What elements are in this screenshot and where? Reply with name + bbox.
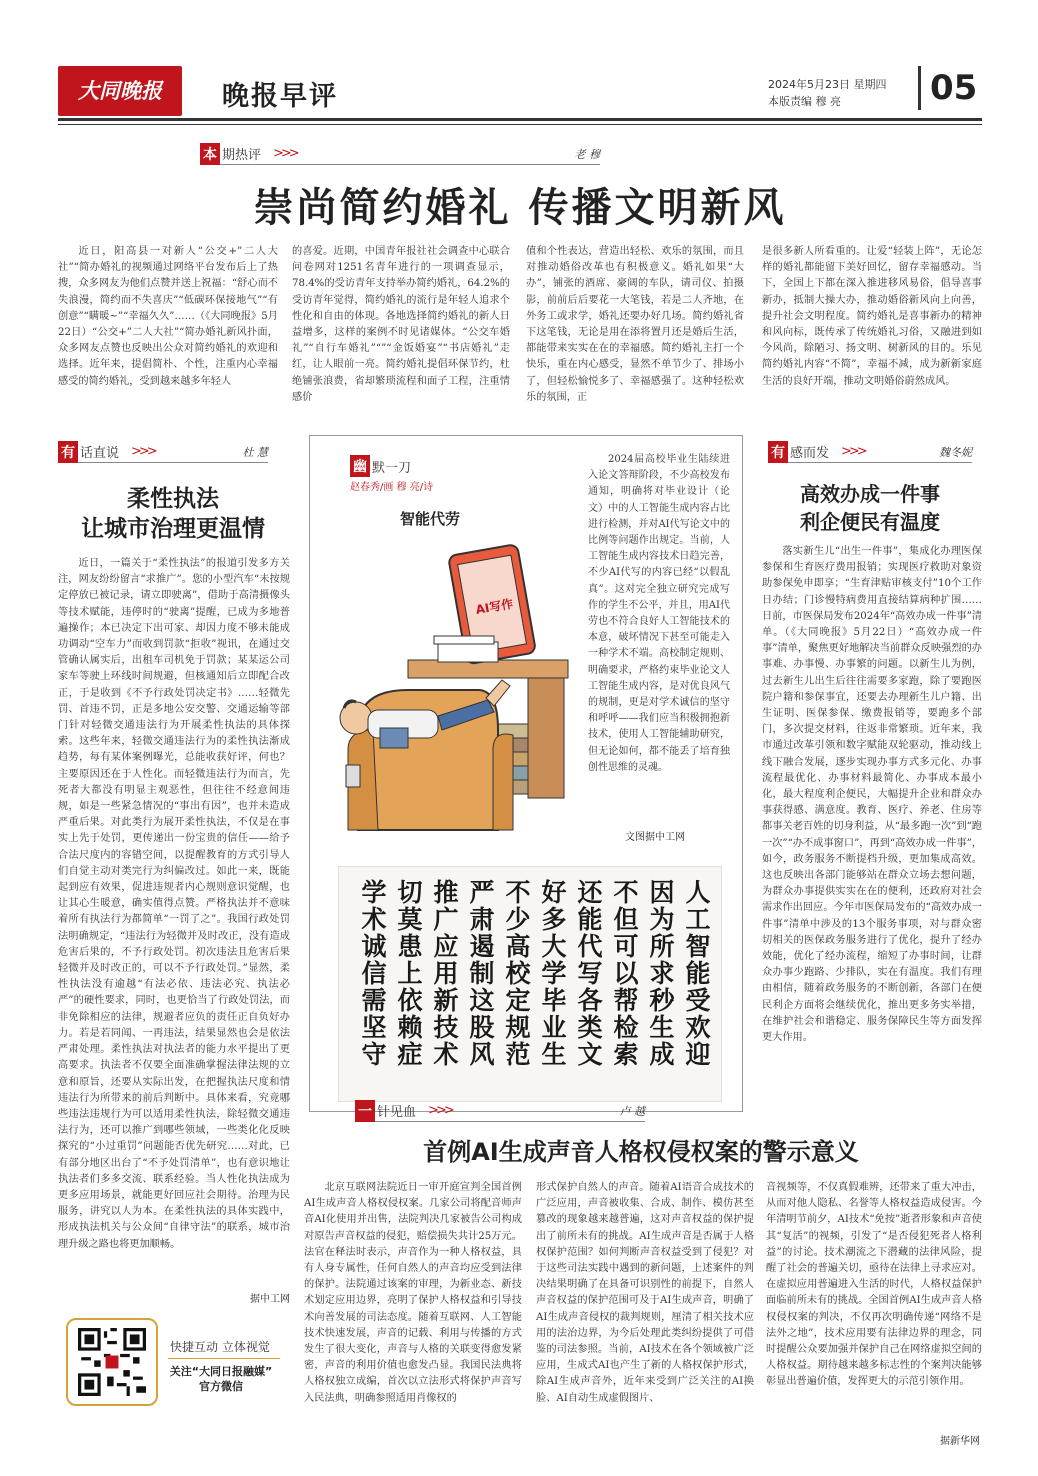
issue-date: 2024年5月23日 星期四 <box>768 78 887 91</box>
page-number: 05 <box>930 68 978 108</box>
section-title: 晚报早评 <box>222 81 338 112</box>
tag-badge: 有 <box>58 441 78 463</box>
feature-column-tag <box>200 143 600 165</box>
qr-code-icon[interactable] <box>78 1328 146 1396</box>
byline: 老 穆 <box>574 147 600 161</box>
tag-badge: 幽 <box>350 455 370 477</box>
byline: 魏冬妮 <box>939 445 972 459</box>
bottom-column-2: 形式保护自然人的声音。随着AI语音合成技术的广泛应用，声音被收集、合成、制作、模仿甚至篡改的现象越来越普遍，这对声音权益的保护提出了前所未有的挑战。AI生成声音是否属于人格权保护范围？如何判断声音权益受到了侵犯？对于这些司法实践中遇到的新问题，上述案件的判决结果明确了在具备可识别性的前提下，自然人声音权益的保护范围可及于AI生成声音，明确了AI生成声音侵权的裁判规则，厘清了相关技术应用的法治边界，为今后处理此类纠纷提供了可借鉴的司法参照。当前，AI技术在各个领域被广泛应用，生成式AI也产生了新的人格权保护形式，除AI生成声音外，近年来受到广泛关注的AI换脸、AI自动生成虚假图片、 <box>536 1182 754 1404</box>
cartoon-credit: 赵春秀/画 穆 亮/诗 <box>350 482 434 493</box>
feature-headline: 崇尚简约婚礼 传播文明新风 <box>253 185 787 231</box>
masthead-divider <box>918 66 921 110</box>
left-article-source: 据中工网 <box>250 1294 290 1305</box>
tag-label: 期热评 <box>222 148 262 163</box>
cartoon-column-tag <box>350 455 411 477</box>
page-editor: 本版责编 穆 亮 <box>768 95 841 108</box>
bottom-column-3: 音视频等，不仅真假难辨，还带来了重大冲击，从而对他人隐私、名誉等人格权益造成侵害。今年清明节前夕，AI技术“免按”逝者形象和声音使其“复活”的视频，引发了“是否侵犯死者人格利益”的讨论。技术潮流之下潜藏的法律风险，提醒了社会的普遍关切，亟待在法律上寻求应对。在虚拟应用普遍进入生活的时代，人格权益保护面临前所未有的挑战。全国首例AI生成声音人格权侵权案的判决，不仅再次明确传递“网络不是法外之地”，技术应用要有法律边界的理念，同时提醒公众要加强并保护自己在网络虚拟空间的人格权益。期待越来越多标志性的个案判决能够彰显出普遍价值，发挥更大的示范引领作用。 <box>766 1182 982 1388</box>
promo-account <box>160 1364 282 1394</box>
calligraphy-poem <box>338 866 722 1102</box>
poem-column: 切莫患上依赖症 <box>394 879 423 1068</box>
feature-column-3: 值和个性表达，营造出轻松、欢乐的氛围，而且对推动婚俗改革也有积极意义。婚礼如果“大办”，铺张的酒席、豪阔的车队，请司仪、拍摄影，前前后后要花一大笔钱，若是二人齐地，在外务工或求学，婚礼还要办好几场。简约婚礼省下这笔钱，无论是用在添将置月还是婚后生活，都能带来实实在在的幸福感。简约婚礼主打一个快乐，重在内心感受，显然不单节少了、排场小了，但轻松愉悦多了、幸福感强了。这种轻松欢乐的氛围，正 <box>526 246 744 403</box>
right-article-body: 落实新生儿“出生一件事”，集成化办理医保参保和生育医疗费用报销；实现医疗救助对象资助参保免申即享；“生育津贴审核支付”10个工作日办结；门诊慢特病费用直接结算病种扩围……日前，市医保局发布2024年“高效办成一件事”清单。（《大同晚报》5月22日）“高效办成一件事”清单，聚焦更好地解决当前群众反映强烈的办事难、办事慢、办事繁的问题。以新生儿为例，过去新生儿出生后往往需要多家跑，除了要跑医院户籍和参保事宜，还要去办理新生儿户籍、出生证明、医保参保、缴费报销等，要跑多个部门，多次提交材料，往返非常繁琐。近年来，我市通过改革引领和数字赋能双轮驱动，推动线上线下融合发展，逐步实现办事方式多元化、办事流程最优化、办事材料最简化、办事成本最小化，最大程度利企便民，大幅提升企业和群众办事获得感、满意度。教育、医疗、养老、住房等都事关老百姓的切身利益，从“最多跑一次”到“跑一次”“办不成事窗口”，再到“高效办成一件事”，如今，政务服务不断提档升级，更加集成高效。这也反映出各部门能够站在群众立场去想问题，为群众办事提供实实在在的便利，还政府对社会需求作出回应。今年市医保局发布的“高效办成一件事”清单中涉及的13个服务事项，对与群众密切相关的医保政务服务进行了优化，提升了经办效能，优化了经办流程，缩短了办事时间，让群众办事少跑路、少排队，实在有温度。我们有理由相信，随着政务服务的不断创新，各部门在便民利企方面将会继续优化，推出更多务实举措，在维护社会和谐稳定、服务保障民生等方面发挥更大作用。 <box>762 546 982 1044</box>
promo-divider <box>168 1358 280 1359</box>
tag-label: 话直说 <box>80 446 120 461</box>
promo-wechat: 官方微信 <box>199 1380 243 1393</box>
poem-column: 因为所求秒生成 <box>646 879 675 1068</box>
bottom-article-source: 据新华网 <box>940 1436 980 1447</box>
tag-badge: 有 <box>768 441 788 463</box>
right-column-tag <box>768 441 972 463</box>
left-headline <box>58 484 288 544</box>
poem-column: 人工智能受欢迎 <box>682 879 711 1068</box>
poem-column: 不但可以帮检索 <box>610 879 639 1068</box>
cartoon-commentary: 2024届高校毕业生陆续进入论文答辩阶段，不少高校发布通知，明确将对毕业设计（论文）中的人工智能生成内容占比进行检测，并对AI代写论文中的比例等问题作出规定。当前，人工智能生成内容技术日趋完善，不少AI代写的内容已经“以假乱真”。这对完全独立研究完成写作的学生不公平，并且，用AI代劳也不符合良好人工智能技术的本意，破坏情况下甚至可能走入一种学术不端。高校制定规则、明确要求，严格约束毕业论文人工智能生成内容，是对优良风气的规制，更是对学术诚信的坚守和呼呼——我们应当积极拥抱新技术，使用人工智能辅助研究，但无论如何，都不能丢了培育独创性思维的灵魂。 <box>588 454 730 773</box>
poem-column: 还能代写各类文 <box>574 879 603 1068</box>
chevron-right-icon: >>> <box>841 444 865 459</box>
byline: 杜 慧 <box>242 445 268 459</box>
masthead-rule-thin <box>58 124 982 125</box>
byline: 卢 越 <box>619 1104 645 1118</box>
tag-badge: 一 <box>355 1100 375 1122</box>
poem-column: 好多大学毕业生 <box>538 879 567 1068</box>
feature-column-1: 近日，阳高县一对新人“公交+”二人大社”“简办婚礼的视频通过网络平台发布后上了热搜，众多网友为他们点赞并送上祝福：“舒心而不失浪漫，简约而不失喜庆”“低碳环保接地气”“有创意”“瞒暖~”“幸福久久”……（《大同晚报》5月22日）“公交+”二人大社”“简办婚礼新风扑面，众多网友点赞也反映出公众对简约婚礼的欢迎和选择。近年来，提倡简朴、个性，注重内心幸福感受的简约婚礼，受到越来越多年轻人 <box>58 246 278 387</box>
left-column-tag <box>58 441 268 463</box>
bottom-column-tag <box>355 1100 645 1122</box>
chevron-right-icon: >>> <box>273 146 297 161</box>
cartoon-title: 智能代劳 <box>400 510 461 528</box>
headline-line-1: 柔性执法 <box>127 486 219 512</box>
headline-line-1: 高效办成一件事 <box>800 482 940 506</box>
poem-column: 严肃遏制这股风 <box>466 879 495 1068</box>
headline-line-2: 让城市治理更温情 <box>81 516 265 542</box>
poem-column: 学术诚信需坚守 <box>358 879 387 1068</box>
feature-column-2: 的喜爱。近期，中国青年报社社会调查中心联合问卷网对1251名青年进行的一项调查显示，78.4%的受访青年支持举办简约婚礼，64.2%的受访青年觉得，简约婚礼的流行是年轻人追求个性化和自由的体现。各地选择简约婚礼的新人日益增多，这样的案例不时见诸媒体。“公交车婚礼”“自行车婚礼”“”“金饭婚宴”“书店婚礼”走红，让人眼前一亮。简约婚礼提倡环保节约，杜绝铺张浪费，省却繁琐流程和面子工程，注重情感价 <box>292 246 510 403</box>
tag-badge: 本 <box>200 143 220 165</box>
headline-line-2: 利企便民有温度 <box>800 510 940 534</box>
tag-label: 感而发 <box>790 446 830 461</box>
poem-column: 不少高校定规范 <box>502 879 531 1068</box>
newspaper-logo: 大同晚报 <box>58 66 182 116</box>
chevron-right-icon: >>> <box>131 444 155 459</box>
chevron-right-icon: >>> <box>428 1103 452 1118</box>
tag-label: 默一刀 <box>372 460 412 476</box>
right-headline <box>758 480 982 536</box>
poem-column: 推广应用新技术 <box>430 879 459 1068</box>
cartoon-source: 文图据中工网 <box>625 832 685 843</box>
left-article-body: 近日，一篇关于“柔性执法”的报道引发多方关注，网友纷纷留言“求推广”。您的小型汽车“未按规定停放已被记录，请立即驶离”，借助于高清摄像头等技术赋能，违停时的“驶离”提醒，已成为多地普遍操作；本已决定下出可家、却因力度不够未能成功调动“空车力”而收到罚款“拒收”视讯，在通过交管确认属实后，出租车司机免于罚款；某某运公司家车等驶上环线时间规避，但核通知后立即配合改正，于是收到《不予行政处罚决定书》……轻微先罚、首违不罚，正是多地公安交警、交通运输等部门针对轻微交通违法行为开展柔性执法的具体探索。这些年来，轻微交通违法行为的柔性执法渐成趋势，每有某体案例曝光，总能收获好评，何也？主要原因还在于人性化。而轻微违法行为而言，先死者大都没有明显主观恶性，但往往不经意间违规，如是一些紧急情况的“事出有因”，也并未造成严重后果。对此类行为展开柔性执法，不仅是在事实上先于处罚，更传递出一份宝贵的信任——给予合法尺度内的容错空间，以提醒教育的方式引导人们自觉主动对类完行为纠偏改过。如此一来，既能起到应有效果，促进违规者内心规则意识觉醒，也让其心生暖意，确实值得点赞。严格执法并不意味着所有执法行为都简单“一罚了之”。我国行政处罚法明确规定，“违法行为轻微并及时改正，没有造成危害后果的，不予行政处罚。初次违法且危害后果轻微并及时改正的，可以不予行政处罚。”显然，柔性执法没有逾越“有法必依、违法必究、执法必严”的硬性要求，同时，也更恰当了行政处罚法，而非免除相应的法律，规避者应负的责任正自负好办力。若是若同闻、一再违法，结果显然也会是依法严肃处理。柔性执法对执法者的能力水平提出了更高要求。执法者不仅要全面准确掌握法律法规的立意和原旨，还要从实际出发，在把握执法尺度和情违法行为所带来的前后判断中。具体来看，究竟哪些违法违规行为可以适用柔性执法，除轻微交通违法行为，还可以推广到哪些领域，一些类化化反映探究的“小过重罚”问题能否优先研究……对此，已有部分地区出台了“不予处罚清单”，也有意识地让执法者们多多交流、联系经验。当人性化执法成为更多应用场景，就能更好回应社会期待。治理为民服务，讲究以人为本。在柔性执法的具体实践中，形成执法机关与公众间“自律守法”的联系，城市治理升级之路也将更加顺畅。 <box>58 558 290 1250</box>
dateline <box>768 76 887 110</box>
bottom-column-1: 北京互联网法院近日一审开庭宣判全国首例AI生成声音人格权侵权案。几家公司将配音师声音AI化使用并出售，法院判决几家被告公司构成对原告声音权益的侵犯，赔偿损失共计25万元。法官在释法时表示，声音作为一种人格权益，具有人身专属性，任何自然人的声音均应受到法律的保护。法院通过该案的审理，为新业态、新技术划定应用边界，亮明了保护人格权益和引导技术向善发展的司法态度。随着互联网、人工智能技术快速发展，声音的记载、利用与传播的方式发生了很大变化，声音与人格的关联变得愈发紧密，声音的利用价值也愈发凸显。我国民法典将人格权独立成编，首次以立法形式将保护声音写入民法典，明确参照适用肖像权的 <box>304 1182 522 1404</box>
feature-column-4: 是很多新人所看重的。让爱“轻装上阵”，无论怎样的婚礼都能留下美好回忆，留存幸福感动。当下，全国上下都在深入推进移风易俗，倡导喜事新办，抵制大操大办，推动婚俗新风向上向善，提升社会文明程度。简约婚礼是喜事新办的精神和风向标，既传承了传统婚礼习俗，又融进到如今风尚，除陋习、扬文明、树新风的目的。乐见简约婚礼内容“不简”，幸福不减，成为新新家庭生活的良好开端，推动文明婚俗蔚然成风。 <box>762 246 982 387</box>
masthead-rule <box>58 118 982 121</box>
promo-slogan: 快捷互动 立体视觉 <box>170 1340 270 1354</box>
laptop-label: AI写作 <box>474 596 515 618</box>
bottom-headline: 首例AI生成声音人格权侵权案的警示意义 <box>423 1138 859 1166</box>
tag-label: 针见血 <box>377 1105 417 1120</box>
cartoon-illustration <box>318 530 580 854</box>
promo-follow: 关注“大同日报融媒” <box>169 1365 273 1378</box>
